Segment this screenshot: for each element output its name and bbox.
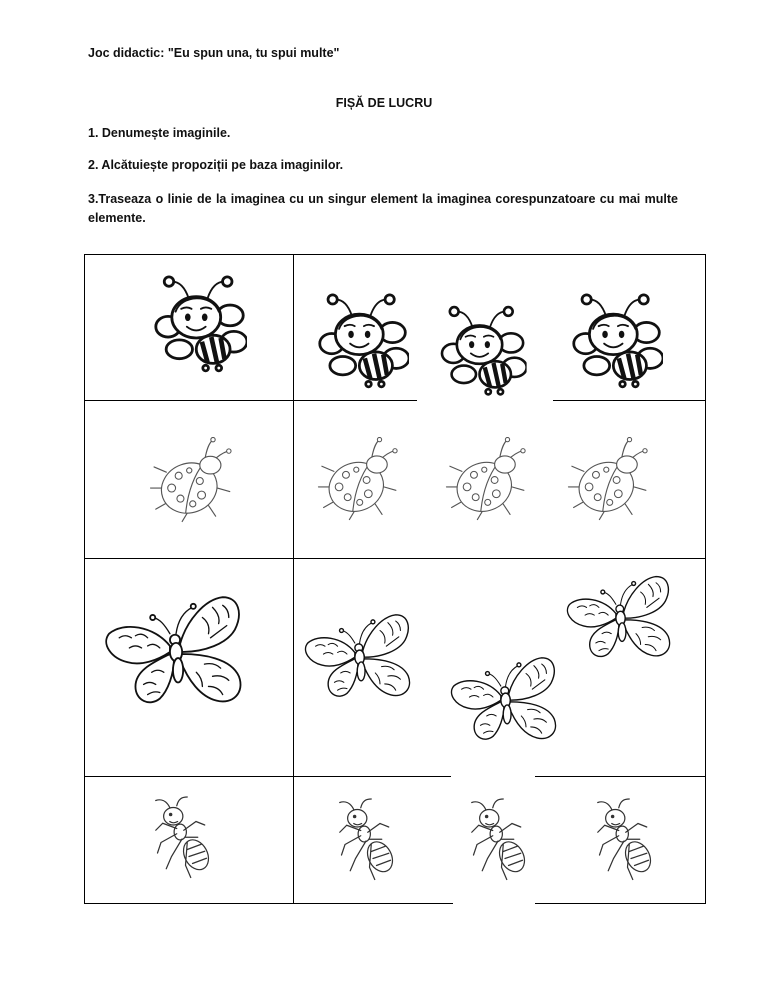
bee-icon [317,287,409,391]
ant-icon [589,795,659,887]
row-divider [85,558,705,559]
matching-grid [84,254,706,904]
ladybug-icon [147,435,235,527]
ladybug-icon [315,435,401,525]
instruction-3: 3.Traseaza o linie de la imaginea cu un singur element la imaginea corespunzatoare cu mai multe elemente. [88,192,678,225]
bee-icon [437,301,529,397]
bee-icon [571,287,663,391]
ladybug-icon [443,435,529,525]
ladybug-icon [565,435,651,525]
butterfly-icon [103,585,245,721]
ant-icon [147,793,217,885]
row-divider [85,400,705,401]
ant-icon [331,795,401,887]
butterfly-icon [565,563,673,675]
instruction-1: 1. Denumește imaginile. [88,126,231,140]
ant-icon [463,795,533,887]
column-divider [293,255,294,903]
instruction-2: 2. Alcătuiește propoziții pe baza imaginilor. [88,158,344,172]
worksheet-heading: FIȘĂ DE LUCRU [335,96,433,110]
butterfly-icon [449,645,559,757]
butterfly-icon [303,599,413,717]
title-line: Joc didactic: "Eu spun una, tu spui multe" [88,46,340,60]
row-divider [85,776,705,777]
bee-icon [153,263,247,381]
